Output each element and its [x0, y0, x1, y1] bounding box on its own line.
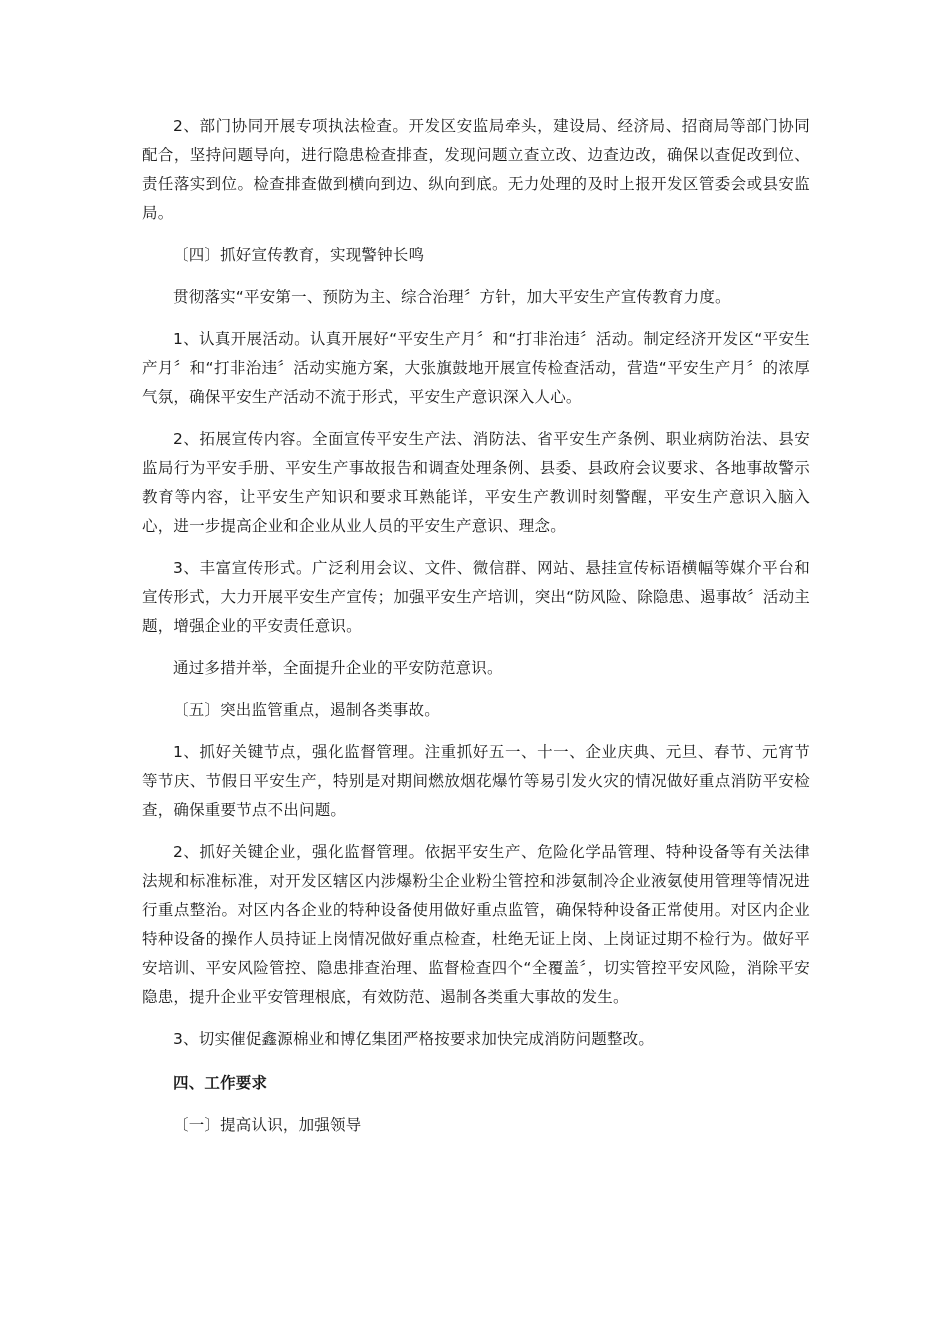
section-heading-supervision: 〔五〕突出监管重点，遏制各类事故。 — [173, 701, 440, 719]
paragraph-forms: 3、丰富宣传形式。广泛利用会议、文件、微信群、网站、悬挂宣传标语横幅等媒介平台和宣传形式，大力开展平安生产宣传；加强平安生产培训，突出“防风险、除隐患、遏事故〞活动主题，增强企业的平安责任意识。 — [142, 559, 810, 635]
paragraph-summary: 通过多措并举，全面提升企业的平安防范意识。 — [173, 659, 503, 677]
chapter-heading-requirements: 四、工作要求 — [173, 1074, 268, 1092]
paragraph-key-nodes: 1、抓好关键节点，强化监督管理。注重抓好五一、十一、企业庆典、元旦、春节、元宵节等节庆、节假日平安生产，特别是对期间燃放烟花爆竹等易引发火灾的情况做好重点消防平安检查，确保重要节点不出问题。 — [142, 743, 810, 819]
paragraph-rectification: 3、切实催促鑫源棉业和博亿集团严格按要求加快完成消防问题整改。 — [173, 1030, 655, 1048]
paragraph-key-enterprises: 2、抓好关键企业，强化监督管理。依据平安生产、危险化学品管理、特种设备等有关法律法规和标准标准，对开发区辖区内涉爆粉尘企业粉尘管控和涉氨制冷企业液氨使用管理等情况进行重点整治。对区内各企业的特种设备使用做好重点监管，确保特种设备正常使用。对区内企业特种设备的操作人员持证上岗情况做好重点检查，杜绝无证上岗、上岗证过期不检行为。做好平安培训、平安风险管控、隐患排查治理、监督检查四个“全覆盖〞，切实管控平安风险，消除平安隐患，提升企业平安管理根底，有效防范、遏制各类重大事故的发生。 — [142, 843, 810, 1006]
paragraph-content: 2、拓展宣传内容。全面宣传平安生产法、消防法、省平安生产条例、职业病防治法、县安监局行为平安手册、平安生产事故报告和调查处理条例、县委、县政府会议要求、各地事故警示教育等内容，让平安生产知识和要求耳熟能详，平安生产教训时刻警醒，平安生产意识入脑入心，进一步提高企业和企业从业人员的平安生产意识、理念。 — [142, 430, 810, 535]
paragraph-policy: 贯彻落实“平安第一、预防为主、综合治理〞方针，加大平安生产宣传教育力度。 — [173, 288, 731, 306]
document-page — [142, 112, 810, 1140]
section-heading-leadership: 〔一〕提高认识，加强领导 — [173, 1116, 362, 1134]
paragraph-activities: 1、认真开展活动。认真开展好“平安生产月〞和“打非治违〞活动。制定经济开发区“平安生产月〞和“打非治违〞活动实施方案，大张旗鼓地开展宣传检查活动，营造“平安生产月〞的浓厚气氛，确保平安生产活动不流于形式，平安生产意识深入人心。 — [142, 330, 810, 406]
section-heading-publicity: 〔四〕抓好宣传教育，实现警钟长鸣 — [173, 246, 425, 264]
paragraph-inspection: 2、部门协同开展专项执法检查。开发区安监局牵头，建设局、经济局、招商局等部门协同配合，坚持问题导向，进行隐患检查排查，发现问题立查立改、边查边改，确保以查促改到位、责任落实到位。检查排查做到横向到边、纵向到底。无力处理的及时上报开发区管委会或县安监局。 — [142, 117, 810, 222]
